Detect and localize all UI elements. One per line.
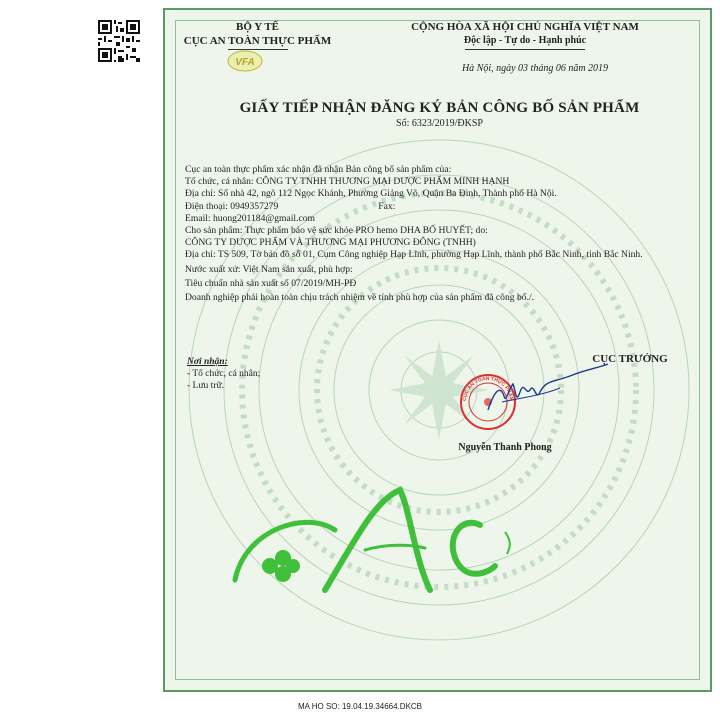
vfa-logo-text: VFA	[235, 57, 255, 68]
recipient-item: - Tổ chức, cá nhân;	[187, 369, 261, 379]
contact-line	[185, 201, 695, 213]
qr-code	[96, 18, 142, 64]
fax-line: Fax:	[378, 200, 396, 212]
country-name: CỘNG HÒA XÃ HỘI CHỦ NGHĨA VIỆT NAM	[411, 21, 639, 33]
qr-code-icon	[96, 18, 142, 64]
motto-underline	[465, 49, 585, 50]
issuer-header	[165, 20, 350, 50]
recipients-block	[187, 356, 307, 392]
vfa-logo-icon	[227, 50, 263, 72]
document-number: Số: 6323/2019/ĐKSP	[396, 118, 483, 129]
document-title: GIẤY TIẾP NHẬN ĐĂNG KÝ BẢN CÔNG BỐ SẢN PHẨM	[239, 100, 640, 116]
director-name: Nguyễn Thanh Phong	[458, 442, 552, 453]
phone-line: Điện thoại: 0949357279	[185, 200, 279, 212]
product-line: Cho sản phẩm: Thực phẩm bảo vệ sức khỏe PRO hemo DHA BỔ HUYẾT; do:	[185, 225, 488, 237]
document-body	[185, 164, 695, 304]
case-code-footer: MA HO SO: 19.04.19.34664.DKCB	[297, 702, 423, 711]
manufacturer-line: CÔNG TY DƯỢC PHẨM VÀ THƯƠNG MẠI PHƯƠNG ĐÔNG (TNHH)	[185, 237, 476, 249]
place-date: Hà Nội, ngày 03 tháng 06 năm 2019	[461, 63, 609, 74]
recipients-label: Nơi nhận:	[187, 357, 228, 367]
director-signature	[480, 362, 610, 422]
standard-line: Tiêu chuẩn nhà sản xuất số 07/2019/MH-PĐ	[185, 277, 357, 289]
acy-watermark-logo	[225, 470, 525, 610]
intro-line: Cục an toàn thực phẩm xác nhận đã nhận Bản công bố sản phẩm của:	[185, 164, 452, 175]
director-title: CỤC TRƯỞNG	[592, 353, 668, 365]
address-line: Địa chỉ: Số nhà 42, ngõ 112 Ngọc Khánh, Phường Giảng Võ, Quận Ba Đình, Thành phố Hà Nội.	[185, 188, 557, 200]
origin-line: Nước xuất xứ: Việt Nam sản xuất, phù hợp:	[185, 263, 353, 275]
state-header	[335, 20, 712, 50]
recipient-item: - Lưu trữ.	[187, 381, 224, 391]
organization-line: Tổ chức, cá nhân: CÔNG TY TNHH THƯƠNG MẠI DƯỢC PHẨM MINH HẠNH	[185, 176, 510, 188]
national-motto: Độc lập - Tự do - Hạnh phúc	[463, 35, 587, 46]
stamp-text: CỤC AN TOÀN THỰC PHẨM	[461, 375, 515, 402]
certificate	[163, 8, 712, 692]
responsibility-line: Doanh nghiệp phải hoàn toàn chịu trách nhiệm về tính phù hợp của sản phẩm đã công bố./.	[185, 292, 535, 304]
ministry-name: BỘ Y TẾ	[236, 21, 279, 33]
email-line: Email: huong201184@gmail.com	[185, 212, 315, 224]
manufacturer-address-line: Địa chỉ: TS 509, Tờ bản đồ số 01, Cụm Công nghiệp Hạp Lĩnh, phường Hạp Lĩnh, thành phố Bắc Ninh, tỉnh Bắc Ninh.	[185, 249, 643, 261]
department-name: CỤC AN TOÀN THỰC PHẨM	[183, 35, 332, 47]
